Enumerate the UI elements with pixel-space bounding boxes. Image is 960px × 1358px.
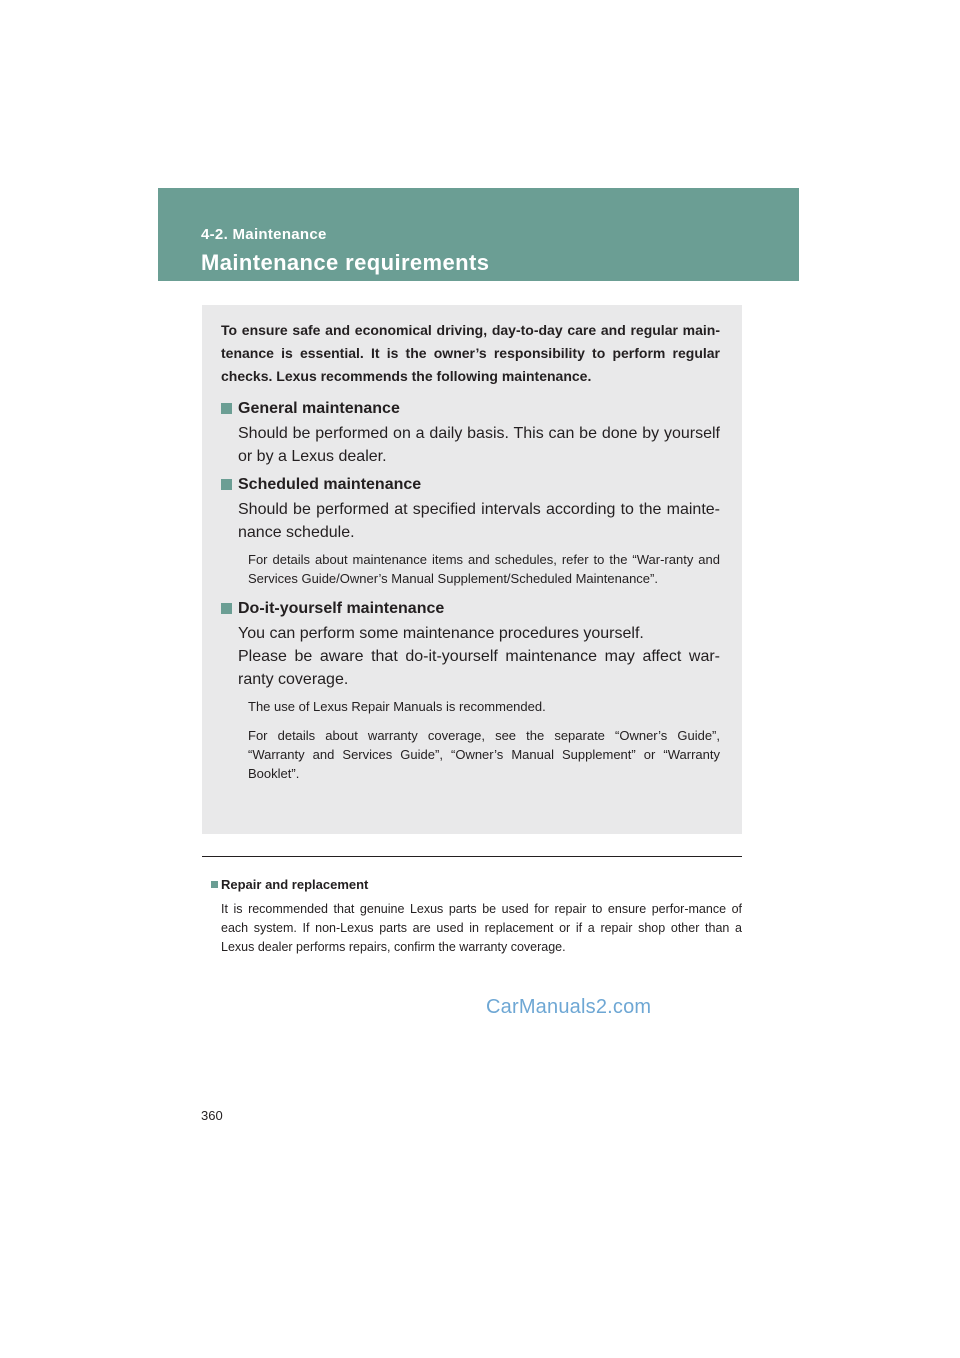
item-heading	[221, 474, 720, 496]
item-note: The use of Lexus Repair Manuals is recommended.	[248, 699, 546, 714]
page-title: Maintenance requirements	[201, 250, 490, 275]
page-number: 360	[201, 1108, 223, 1123]
section-header-bar	[158, 188, 799, 281]
item-note-second: For details about warranty coverage, see the separate “Owner’s Guide”, “Warranty and Services Guide”, “Owner’s Manual Supplement” or “Warranty Booklet”.	[248, 728, 720, 781]
square-bullet-icon	[221, 479, 232, 490]
item-body-second: Please be aware that do-it-yourself maintenance may affect war-ranty coverage.	[238, 648, 720, 688]
square-bullet-icon	[221, 403, 232, 414]
item-heading-text: Do-it-yourself maintenance	[238, 600, 445, 617]
item-heading	[221, 398, 720, 420]
maintenance-info-box	[202, 305, 742, 834]
item-scheduled-maintenance	[221, 474, 720, 588]
item-note: For details about maintenance items and schedules, refer to the “War-ranty and Services Guide/Owner’s Manual Supplement/Scheduled Maintenance”.	[248, 552, 720, 586]
item-heading-text: Scheduled maintenance	[238, 476, 422, 493]
note-body: It is recommended that genuine Lexus parts be used for repair to ensure perfor-mance of each system. If non-Lexus parts are used in replacement or if a repair shop other than a Lexus dealer performs repairs, confirm the warranty coverage.	[221, 902, 742, 954]
square-bullet-icon	[221, 603, 232, 614]
item-body: You can perform some maintenance procedures yourself.	[238, 625, 644, 642]
watermark-link[interactable]: CarManuals2.com	[486, 996, 652, 1018]
section-label: 4-2. Maintenance	[201, 226, 327, 243]
section-divider	[202, 856, 742, 857]
item-heading-text: General maintenance	[238, 400, 400, 417]
intro-paragraph: To ensure safe and economical driving, day-to-day care and regular main-tenance is essential. It is the owner’s responsibility to perform regular checks. Lexus recommends the following maintenance.	[221, 322, 720, 384]
repair-notes	[211, 876, 742, 957]
item-heading	[221, 598, 720, 620]
square-bullet-icon	[211, 881, 218, 888]
note-heading-text: Repair and replacement	[221, 877, 369, 892]
item-body: Should be performed at specified intervals according to the mainte-nance schedule.	[238, 501, 720, 541]
item-diy-maintenance	[221, 598, 720, 783]
note-heading	[211, 876, 742, 894]
item-general-maintenance	[221, 398, 720, 468]
item-body: Should be performed on a daily basis. This can be done by yourself or by a Lexus dealer.	[238, 425, 720, 465]
